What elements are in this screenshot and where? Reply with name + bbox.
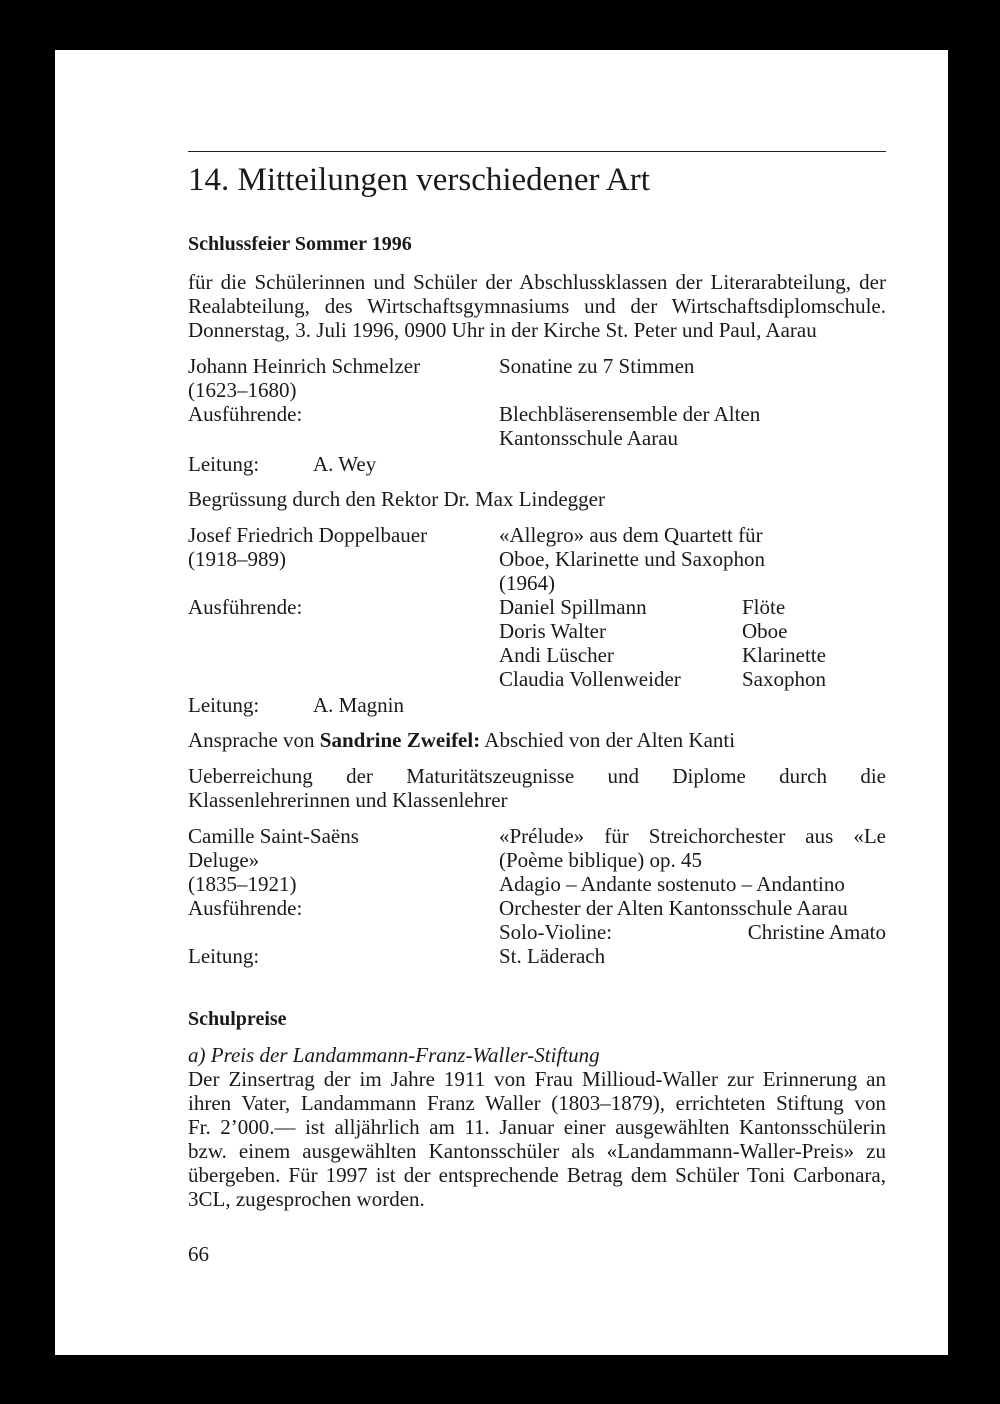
page-number: 66: [188, 1242, 209, 1266]
leitung-name: St. Läderach: [499, 944, 606, 968]
composer-years: (1623–1680): [188, 378, 297, 402]
performer-name: Doris Walter: [499, 619, 606, 643]
paragraph-line: ihren Vater, Landammann Franz Waller (1803–1879), errichteten Stiftung von: [188, 1091, 886, 1115]
composer: Camille Saint-Saëns: [188, 824, 359, 848]
leitung-label: Leitung:: [188, 944, 260, 968]
solo-name: Christine Amato: [747, 920, 886, 944]
leitung-name: A. Magnin: [313, 693, 404, 717]
address-speaker: Sandrine Zweifel:: [319, 728, 481, 752]
performers-label: Ausführende:: [188, 595, 303, 619]
work-title: Oboe, Klarinette und Saxophon: [499, 547, 765, 571]
performers-label: Ausführende:: [188, 896, 303, 920]
performer: Blechbläserensemble der Alten: [499, 402, 761, 426]
intro-line: Realabteilung, des Wirtschaftsgymnasiums und der Wirtschaftsdiplomschule.: [188, 294, 886, 318]
leitung-label: Leitung:: [188, 452, 260, 476]
performers-label: Ausführende:: [188, 402, 303, 426]
work-title: (1964): [499, 571, 555, 595]
subsection-title: a) Preis der Landammann-Franz-Waller-Stiftung: [188, 1043, 600, 1067]
performer-instrument: Saxophon: [742, 667, 826, 691]
work-title: «Allegro» aus dem Quartett für: [499, 523, 763, 547]
composer: Johann Heinrich Schmelzer: [188, 354, 421, 378]
paragraph-line: übergeben. Für 1997 ist der entsprechende Betrag dem Schüler Toni Carbonara,: [188, 1163, 886, 1187]
solo-label: Solo-Violine:: [499, 920, 613, 944]
work-movements: Adagio – Andante sostenuto – Andantino: [499, 872, 845, 896]
diplomas-line: Ueberreichung der Maturitätszeugnisse und Diplome durch die: [188, 764, 886, 788]
section-title-schlussfeier: Schlussfeier Sommer 1996: [188, 233, 412, 255]
paragraph-line: 3CL, zugesprochen worden.: [188, 1187, 425, 1211]
paragraph-line: bzw. einem ausgewählten Kantonsschüler als «Landammann-Waller-Preis» zu: [188, 1139, 886, 1163]
intro-line: für die Schülerinnen und Schüler der Abschlussklassen der Literarabteilung, der: [188, 270, 886, 294]
orchestra: Orchester der Alten Kantonsschule Aarau: [499, 896, 848, 920]
composer: Josef Friedrich Doppelbauer: [188, 523, 428, 547]
performer-name: Andi Lüscher: [499, 643, 614, 667]
performer-name: Claudia Vollenweider: [499, 667, 681, 691]
paragraph-line: Fr. 2’000.— ist alljährlich am 11. Januar einer ausgewählten Kantonsschülerin: [188, 1115, 886, 1139]
performer-instrument: Oboe: [742, 619, 788, 643]
performer-name: Daniel Spillmann: [499, 595, 647, 619]
work-title: (Poème biblique) op. 45: [499, 848, 702, 872]
work-title: «Prélude» für Streichorchester aus «Le: [499, 824, 886, 848]
intro-line: Donnerstag, 3. Juli 1996, 0900 Uhr in der Kirche St. Peter und Paul, Aarau: [188, 318, 817, 342]
leitung-name: A. Wey: [313, 452, 377, 476]
composer-years: (1918–989): [188, 547, 286, 571]
address-prefix: Ansprache von: [188, 728, 320, 752]
work-title-continued: Deluge»: [188, 848, 260, 872]
paragraph-line: Der Zinsertrag der im Jahre 1911 von Frau Millioud-Waller zur Erinnerung an: [188, 1067, 886, 1091]
work-title: Sonatine zu 7 Stimmen: [499, 354, 695, 378]
page-title: 14. Mitteilungen verschiedener Art: [188, 162, 650, 198]
composer-years: (1835–1921): [188, 872, 297, 896]
section-title-schulpreise: Schulpreise: [188, 1008, 287, 1030]
performer-instrument: Klarinette: [742, 643, 826, 667]
performer: Kantonsschule Aarau: [499, 426, 679, 450]
address-line: [188, 728, 735, 752]
diplomas-line: Klassenlehrerinnen und Klassenlehrer: [188, 788, 508, 812]
heading-rule: [188, 151, 886, 152]
greeting: Begrüssung durch den Rektor Dr. Max Lindegger: [188, 487, 605, 511]
leitung-label: Leitung:: [188, 693, 260, 717]
address-suffix: Abschied von der Alten Kanti: [480, 728, 736, 752]
performer-instrument: Flöte: [742, 595, 786, 619]
